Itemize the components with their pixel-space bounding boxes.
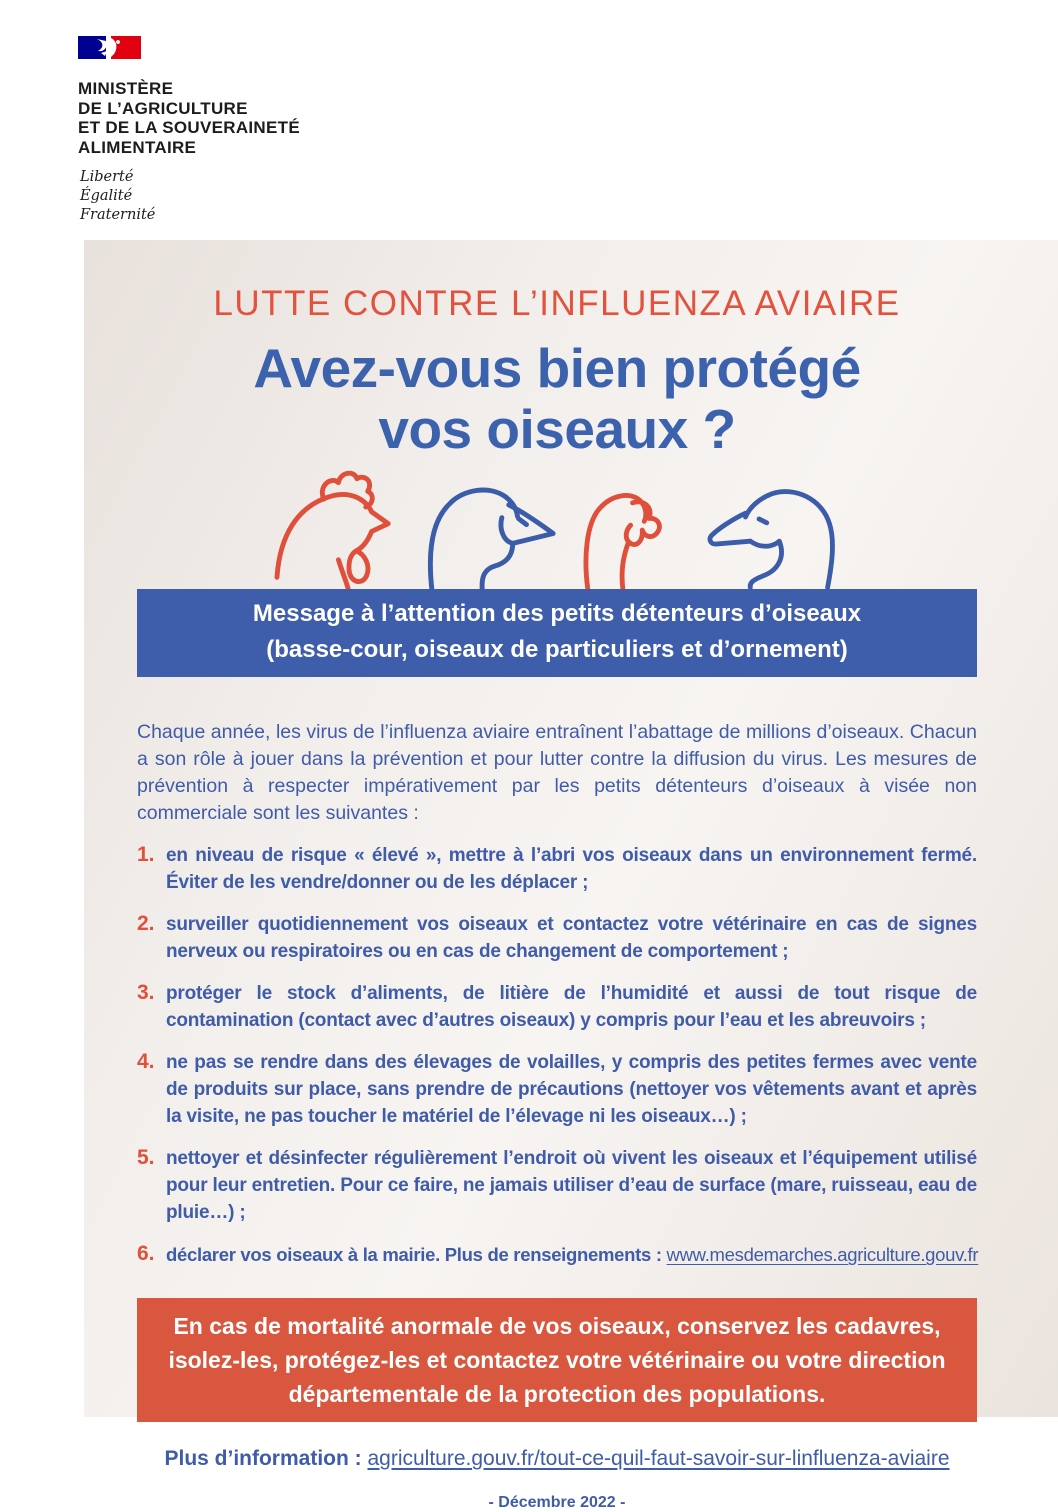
item-text: nettoyer et désinfecter régulièrement l’endroit où vivent les oiseaux et l’équipement utilisé pour leur entretien. Pour ce faire, ne jamais utiliser d’eau de surface (mare, ruisseau, eau de pluie…) ; <box>166 1148 977 1223</box>
rooster-icon <box>270 467 402 589</box>
turkey-icon <box>578 479 690 589</box>
title-line-1: Avez-vous bien protégé <box>253 337 861 399</box>
kicker-title: LUTTE CONTRE L’INFLUENZA AVIAIRE <box>213 284 901 323</box>
motto-line: Égalité <box>80 188 133 204</box>
alert-banner <box>137 1298 977 1422</box>
ministry-name <box>78 79 300 157</box>
ministry-name-line: ALIMENTAIRE <box>78 137 197 157</box>
french-government-logo <box>78 36 141 71</box>
page-title <box>137 338 977 459</box>
motto-line: Liberté <box>80 169 134 185</box>
goose-icon <box>416 475 564 589</box>
ministry-name-line: ET DE LA SOUVERAINETÉ <box>78 118 300 137</box>
motto-line: Fraternité <box>80 207 156 223</box>
list-item <box>137 1049 977 1130</box>
poster-content <box>137 240 977 1512</box>
duck-icon <box>704 475 844 589</box>
ministry-name-line: DE L’AGRICULTURE <box>78 98 248 118</box>
item-number: 4. <box>137 1050 155 1073</box>
more-info-line <box>137 1447 977 1471</box>
list-item <box>137 1241 977 1268</box>
ministry-motto <box>78 168 300 225</box>
ministry-block <box>78 36 300 225</box>
mesdemarches-link[interactable]: www.mesdemarches.agriculture.gouv.fr <box>666 1244 979 1265</box>
item-text <box>166 1241 978 1268</box>
list-item <box>137 842 977 896</box>
alert-banner-line: isolez-les, protégez-les et contactez votre vétérinaire ou votre direction <box>168 1347 946 1373</box>
intro-paragraph: Chaque année, les virus de l’influenza aviaire entraînent l’abattage de millions d’oiseaux. Chacun a son rôle à jouer dans la prévention et pour lutter contre la diffusion du virus. Les mesures de prévention à respecter impérativement par les petits détenteurs d’oiseaux à visée non commerciale sont les suivantes : <box>137 721 977 824</box>
item-text: protéger le stock d’aliments, de litière de l’humidité et aussi de tout risque de contamination (contact avec d’autres oiseaux) y compris pour l’eau et les abreuvoirs ; <box>166 983 977 1031</box>
alert-banner-line: départementale de la protection des populations. <box>288 1381 826 1407</box>
item-text-prefix: déclarer vos oiseaux à la mairie. Plus de renseignements : <box>166 1244 667 1265</box>
item-text: en niveau de risque « élevé », mettre à l’abri vos oiseaux dans un environnement fermé. Éviter de les vendre/donner ou de les déplacer ; <box>166 845 977 893</box>
measures-list <box>137 842 977 1268</box>
bird-illustrations <box>137 465 977 589</box>
item-number: 3. <box>137 981 155 1004</box>
item-text: ne pas se rendre dans des élevages de volailles, y compris des petites fermes avec vente de produits sur place, sans prendre de précautions (nettoyer vos vêtements avant et après la visite, ne pas toucher le matériel de l’élevage ni les oiseaux…) ; <box>166 1052 977 1127</box>
item-number: 5. <box>137 1146 155 1169</box>
agriculture-gouv-link[interactable]: agriculture.gouv.fr/tout-ce-quil-faut-savoir-sur-linfluenza-aviaire <box>367 1447 950 1470</box>
more-info-label: Plus d’information : <box>164 1447 368 1470</box>
ministry-name-line: MINISTÈRE <box>78 79 174 98</box>
list-item <box>137 911 977 965</box>
item-number: 2. <box>137 912 155 935</box>
item-number: 6. <box>137 1242 155 1265</box>
item-text: surveiller quotidiennement vos oiseaux et contactez votre vétérinaire en cas de signes nerveux ou respiratoires ou en cas de changement de comportement ; <box>166 914 977 962</box>
alert-banner-line: En cas de mortalité anormale de vos oiseaux, conservez les cadavres, <box>173 1313 941 1339</box>
list-item <box>137 980 977 1034</box>
poster-panel <box>84 240 1058 1511</box>
audience-banner-line: (basse-cour, oiseaux de particuliers et d’ornement) <box>266 636 848 663</box>
audience-banner <box>137 589 977 677</box>
list-item <box>137 1145 977 1226</box>
date-line: - Décembre 2022 - <box>488 1494 626 1511</box>
item-number: 1. <box>137 843 155 866</box>
title-line-2: vos oiseaux ? <box>378 397 736 460</box>
audience-banner-line: Message à l’attention des petits détenteurs d’oiseaux <box>252 600 862 627</box>
